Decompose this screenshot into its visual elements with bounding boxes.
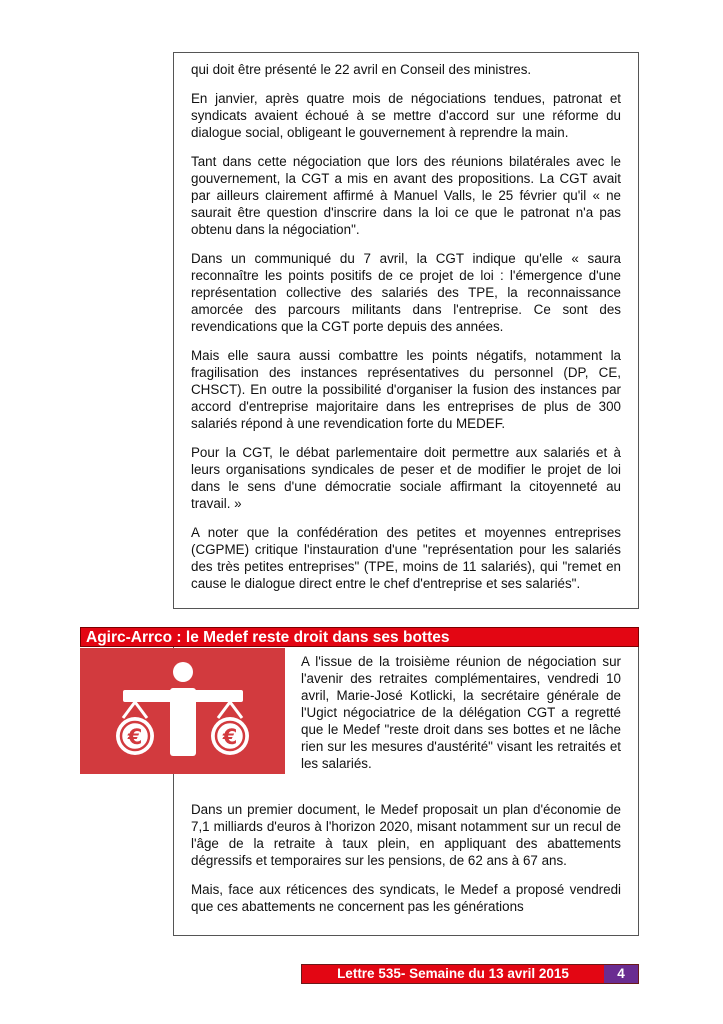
section-title-banner — [80, 627, 639, 647]
svg-text:€: € — [222, 725, 238, 749]
paragraph: Pour la CGT, le débat parlementaire doit permettre aux salariés et à leurs organisations syndicales de peser et de modifier le projet de loi dans le sens d'une démocratie sociale affirmant la citoyenneté au travail. » — [191, 445, 621, 511]
page-number: 4 — [617, 966, 625, 981]
paragraph: Dans un communiqué du 7 avril, la CGT indique qu'elle « saura reconnaître les points positifs de ce projet de loi : l'émergence d'une représentation collective des salariés des TPE, la reconnaissance amorcée des parcours militants dans l'entreprise. Ce sont des revendications que la CGT porte depuis des années. — [191, 251, 621, 334]
scales-euro-icon — [80, 648, 285, 774]
paragraph: A l'issue de la troisième réunion de négociation sur l'avenir des retraites complémentaires, vendredi 10 avril, Marie-José Kotlicki, la secrétaire générale de l'Ugict négociatrice de la délégation CGT a regretté que le Medef "reste droit dans ses bottes et ne lâche rien sur les mesures d'austérité" visant les retraités et les salariés. — [301, 654, 621, 771]
svg-text:€: € — [127, 725, 143, 749]
page-number-box — [604, 965, 638, 983]
paragraph: En janvier, après quatre mois de négociations tendues, patronat et syndicats avaient échoué à se mettre d'accord sur une réforme du dialogue social, obligeant le gouvernement à reprendre la main. — [191, 91, 621, 140]
paragraph: Tant dans cette négociation que lors des réunions bilatérales avec le gouvernement, la CGT a mis en avant des propositions. La CGT avait par ailleurs clairement affirmé à Manuel Valls, le 25 février qu'il « ne saurait être question d'inscrire dans la loi ce que le patronat n'a pas obtenu dans la négociation". — [191, 154, 621, 237]
article-continued-box — [173, 52, 639, 609]
paragraph: A noter que la confédération des petites et moyennes entreprises (CGPME) critique l'instauration d'une "représentation pour les salariés des très petites entreprises" (TPE, moins de 11 salariés), qui "remet en cause le dialogue direct entre le chef d'entreprise et ses salariés". — [191, 525, 621, 591]
footer-label-box — [302, 965, 604, 983]
section-title: Agirc-Arrco : le Medef reste droit dans ses bottes — [86, 629, 450, 646]
paragraph: Mais, face aux réticences des syndicats, le Medef a proposé vendredi que ces abattements ne concernent pas les générations — [191, 882, 621, 914]
footer-label: Lettre 535- Semaine du 13 avril 2015 — [337, 966, 569, 981]
paragraph: Mais elle saura aussi combattre les points négatifs, notamment la fragilisation des instances représentatives du personnel (DP, CE, CHSCT). En outre la possibilité d'organiser la fusion des instances par accord d'entreprise majoritaire dans les entreprises de plus de 300 salariés répond à une revendication forte du MEDEF. — [191, 348, 621, 431]
scales-euro-icon-graphic — [80, 648, 285, 774]
paragraph: Dans un premier document, le Medef proposait un plan d'économie de 7,1 milliards d'euros à l'horizon 2020, misant notamment sur un recul de l'âge de la retraite à taux plein, en appliquant des abattements dégressifs et temporaires sur les pensions, de 62 ans à 67 ans. — [191, 802, 621, 868]
page-footer — [301, 964, 639, 984]
article-body — [191, 801, 621, 927]
paragraph: qui doit être présenté le 22 avril en Conseil des ministres. — [191, 62, 532, 77]
